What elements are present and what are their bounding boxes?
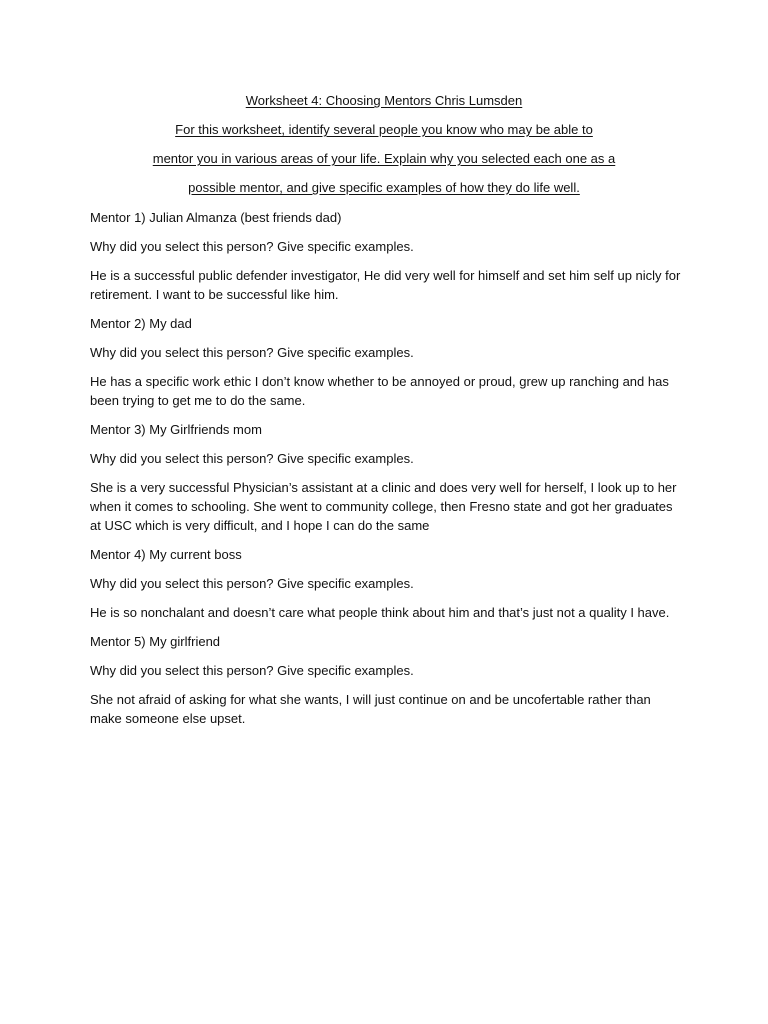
mentor-2-answer: He has a specific work ethic I don’t know whether to be annoyed or proud, grew up ranching and has been trying to get me to do the same. — [90, 374, 669, 408]
mentor-3-answer: She is a very successful Physician’s assistant at a clinic and does very well for herself, I look up to her when it comes to schooling. She went to community college, then Fresno state and got her graduates at USC which is very difficult, and I hope I can do the same — [90, 480, 677, 533]
mentor-5-question: Why did you select this person? Give specific examples. — [90, 663, 414, 678]
worksheet-header — [0, 91, 768, 207]
mentor-4-question: Why did you select this person? Give specific examples. — [90, 576, 414, 591]
instruction-line-3: possible mentor, and give specific examples of how they do life well. — [188, 180, 580, 195]
mentor-1-answer: He is a successful public defender investigator, He did very well for himself and set him self up nicly for retirement. I want to be successful like him. — [90, 268, 681, 302]
mentor-4-answer: He is so nonchalant and doesn’t care what people think about him and that’s just not a quality I have. — [90, 605, 670, 620]
worksheet-body — [90, 208, 682, 738]
instruction-line-2: mentor you in various areas of your life. Explain why you selected each one as a — [152, 151, 616, 166]
mentor-2-question: Why did you select this person? Give specific examples. — [90, 345, 414, 360]
mentor-1-question: Why did you select this person? Give specific examples. — [90, 239, 414, 254]
mentor-1-heading: Mentor 1) Julian Almanza (best friends dad) — [90, 210, 342, 225]
mentor-3-heading: Mentor 3) My Girlfriends mom — [90, 422, 262, 437]
mentor-5-answer: She not afraid of asking for what she wants, I will just continue on and be uncofertable rather than make someone else upset. — [90, 692, 651, 726]
mentor-2-heading: Mentor 2) My dad — [90, 316, 192, 331]
mentor-4-heading: Mentor 4) My current boss — [90, 547, 242, 562]
mentor-3-question: Why did you select this person? Give specific examples. — [90, 451, 414, 466]
instruction-line-1: For this worksheet, identify several people you know who may be able to — [175, 122, 593, 137]
mentor-5-heading: Mentor 5) My girlfriend — [90, 634, 221, 649]
worksheet-title: Worksheet 4: Choosing Mentors Chris Lumsden — [245, 93, 523, 108]
